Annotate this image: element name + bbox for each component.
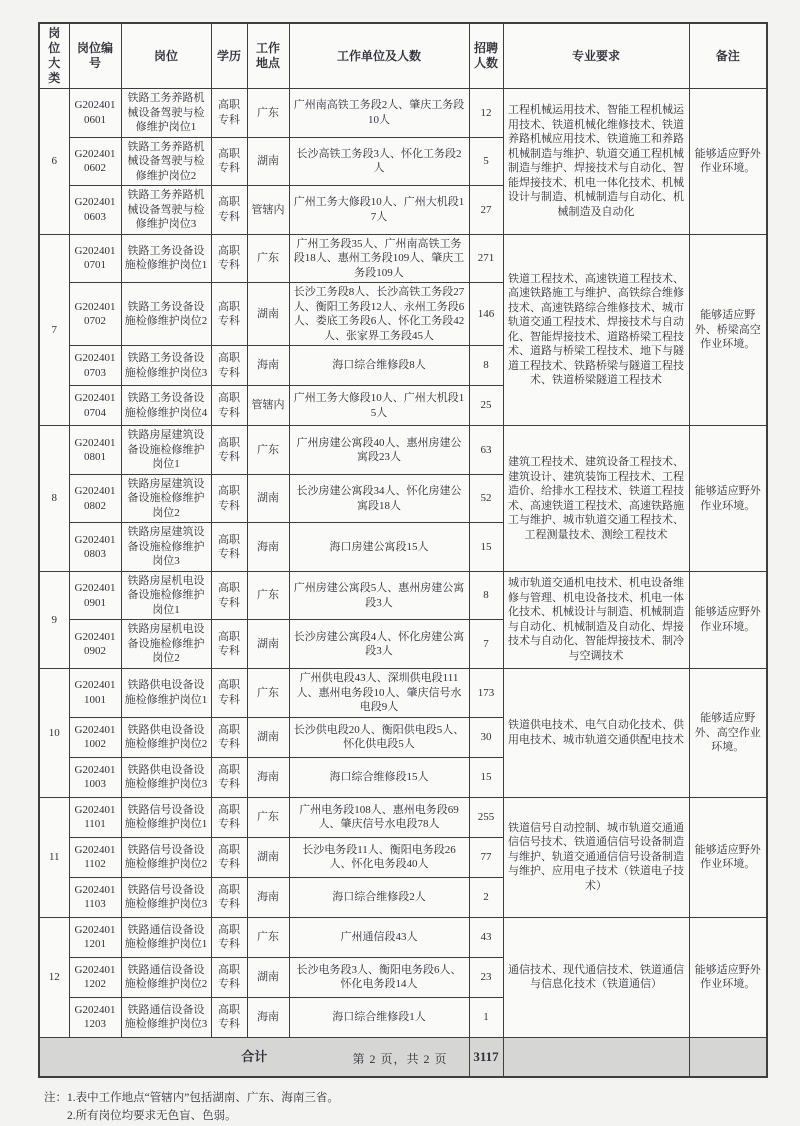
cell-units: 广州南高铁工务段2人、肇庆工务段10人 <box>289 89 469 138</box>
cell-count: 25 <box>469 386 503 426</box>
cell-category: 12 <box>39 917 69 1037</box>
cell-remark: 能够适应野外、高空作业环境。 <box>689 668 767 797</box>
cell-code: G2024010802 <box>69 474 121 523</box>
column-header: 招聘人数 <box>469 23 503 89</box>
column-header: 岗位大类 <box>39 23 69 89</box>
cell-position: 铁路工务设备设施检修维护岗位2 <box>121 283 211 346</box>
cell-education: 高职专科 <box>211 668 247 717</box>
cell-requirements: 工程机械运用技术、智能工程机械运用技术、铁道机械化维修技术、铁道养路机械应用技术、铁道施工和养路机械制造与维护、轨道交通工程机械制造与维护、焊接技术与自动化、智能焊接技术、机电一体化技术、机械设计与制造、机械制造与自动化、机械制造及自动化 <box>503 89 689 235</box>
cell-requirements: 建筑工程技术、建筑设备工程技术、建筑设计、建筑装饰工程技术、工程造价、给排水工程技术、铁道工程技术、高速铁道工程技术、高速铁路施工与维护、城市轨道交通工程技术、工程测量技术、测绘工程技术 <box>503 426 689 572</box>
cell-code: G2024011103 <box>69 877 121 917</box>
cell-code: G2024011001 <box>69 668 121 717</box>
cell-location: 湖南 <box>247 957 289 997</box>
note-line: 1.表中工作地点“管辖内”包括湖南、广东、海南三省。 <box>67 1092 339 1105</box>
cell-count: 1 <box>469 997 503 1037</box>
cell-code: G2024010704 <box>69 386 121 426</box>
cell-count: 30 <box>469 717 503 757</box>
cell-education: 高职专科 <box>211 620 247 669</box>
table-row <box>39 571 767 620</box>
cell-education: 高职专科 <box>211 757 247 797</box>
cell-position: 铁路工务养路机械设备驾驶与检修维护岗位1 <box>121 89 211 138</box>
cell-code: G2024011101 <box>69 797 121 837</box>
cell-count: 23 <box>469 957 503 997</box>
cell-location: 海南 <box>247 523 289 572</box>
table-row <box>39 234 767 283</box>
cell-position: 铁路通信设备设施检修维护岗位3 <box>121 997 211 1037</box>
cell-position: 铁路房屋建筑设备设施检修维护岗位2 <box>121 474 211 523</box>
cell-units: 海口综合维修段8人 <box>289 346 469 386</box>
cell-position: 铁路工务设备设施检修维护岗位1 <box>121 234 211 283</box>
cell-position: 铁路房屋机电设备设施检修维护岗位2 <box>121 620 211 669</box>
note-lines <box>67 1090 339 1126</box>
cell-location: 湖南 <box>247 717 289 757</box>
cell-position: 铁路供电设备设施检修维护岗位1 <box>121 668 211 717</box>
cell-code: G2024010703 <box>69 346 121 386</box>
cell-location: 广东 <box>247 426 289 475</box>
cell-category: 11 <box>39 797 69 917</box>
cell-units: 广州供电段43人、深圳供电段111人、惠州电务段10人、肇庆信号水电段9人 <box>289 668 469 717</box>
cell-position: 铁路通信设备设施检修维护岗位2 <box>121 957 211 997</box>
cell-remark: 能够适应野外作业环境。 <box>689 89 767 235</box>
cell-units: 海口综合维修段15人 <box>289 757 469 797</box>
cell-units: 长沙工务段8人、长沙高铁工务段27人、衡阳工务段12人、永州工务段6人、娄底工务段6人、怀化工务段42人、张家界工务段45人 <box>289 283 469 346</box>
cell-education: 高职专科 <box>211 283 247 346</box>
cell-count: 63 <box>469 426 503 475</box>
cell-code: G2024010702 <box>69 283 121 346</box>
cell-code: G2024010901 <box>69 571 121 620</box>
total-label-cell: 合计 <box>39 1037 469 1077</box>
cell-count: 271 <box>469 234 503 283</box>
cell-education: 高职专科 <box>211 957 247 997</box>
cell-code: G2024011201 <box>69 917 121 957</box>
cell-requirements: 通信技术、现代通信技术、铁道通信与信息化技术（铁道通信） <box>503 917 689 1037</box>
cell-code: G2024011003 <box>69 757 121 797</box>
cell-count: 8 <box>469 346 503 386</box>
cell-position: 铁路通信设备设施检修维护岗位1 <box>121 917 211 957</box>
cell-remark: 能够适应野外、桥梁高空作业环境。 <box>689 234 767 426</box>
column-header: 专业要求 <box>503 23 689 89</box>
cell-units: 广州电务段108人、惠州电务段69人、肇庆信号水电段78人 <box>289 797 469 837</box>
cell-count: 52 <box>469 474 503 523</box>
cell-category: 10 <box>39 668 69 797</box>
page-number: 第 2 页，共 2 页 <box>352 1052 448 1066</box>
cell-units: 广州通信段43人 <box>289 917 469 957</box>
cell-count: 27 <box>469 186 503 235</box>
cell-count: 7 <box>469 620 503 669</box>
table-row <box>39 668 767 717</box>
cell-education: 高职专科 <box>211 346 247 386</box>
cell-location: 海南 <box>247 346 289 386</box>
cell-position: 铁路供电设备设施检修维护岗位3 <box>121 757 211 797</box>
cell-location: 湖南 <box>247 474 289 523</box>
cell-units: 海口房建公寓段15人 <box>289 523 469 572</box>
table-row <box>39 426 767 475</box>
cell-education: 高职专科 <box>211 717 247 757</box>
cell-remark: 能够适应野外作业环境。 <box>689 426 767 572</box>
cell-count: 146 <box>469 283 503 346</box>
cell-units: 长沙高铁工务段3人、怀化工务段2人 <box>289 137 469 186</box>
cell-remark: 能够适应野外作业环境。 <box>689 797 767 917</box>
cell-count: 2 <box>469 877 503 917</box>
cell-count: 5 <box>469 137 503 186</box>
cell-units: 海口综合维修段1人 <box>289 997 469 1037</box>
column-header: 工作地点 <box>247 23 289 89</box>
cell-units: 长沙电务段3人、衡阳电务段6人、怀化电务段14人 <box>289 957 469 997</box>
cell-location: 广东 <box>247 797 289 837</box>
cell-position: 铁路信号设备设施检修维护岗位2 <box>121 837 211 877</box>
cell-education: 高职专科 <box>211 234 247 283</box>
cell-position: 铁路供电设备设施检修维护岗位2 <box>121 717 211 757</box>
cell-location: 广东 <box>247 668 289 717</box>
cell-category: 9 <box>39 571 69 668</box>
cell-position: 铁路信号设备设施检修维护岗位3 <box>121 877 211 917</box>
column-header: 备注 <box>689 23 767 89</box>
table-header <box>39 23 767 89</box>
cell-position: 铁路工务设备设施检修维护岗位3 <box>121 346 211 386</box>
cell-position: 铁路工务养路机械设备驾驶与检修维护岗位3 <box>121 186 211 235</box>
cell-requirements: 城市轨道交通机电技术、机电设备维修与管理、机电设备技术、机电一体化技术、机械设计与制造、机械制造与自动化、机械制造及自动化、焊接技术与自动化、智能焊接技术、制冷与空调技术 <box>503 571 689 668</box>
table-row <box>39 89 767 138</box>
column-header: 学历 <box>211 23 247 89</box>
cell-count: 12 <box>469 89 503 138</box>
cell-units: 广州房建公寓段5人、惠州房建公寓段3人 <box>289 571 469 620</box>
cell-requirements: 铁道工程技术、高速铁道工程技术、高速铁路施工与维护、高铁综合维修技术、高速铁路综合维修技术、城市轨道交通工程技术、焊接技术与自动化、智能焊接技术、道路桥梁工程技术、道路与桥梁工程技术、地下与隧道工程技术、铁路桥梁与隧道工程技术、铁道桥梁隧道工程技术 <box>503 234 689 426</box>
cell-code: G2024011002 <box>69 717 121 757</box>
cell-location: 广东 <box>247 917 289 957</box>
cell-position: 铁路房屋建筑设备设施检修维护岗位3 <box>121 523 211 572</box>
cell-education: 高职专科 <box>211 917 247 957</box>
cell-code: G2024010902 <box>69 620 121 669</box>
cell-category: 8 <box>39 426 69 572</box>
cell-education: 高职专科 <box>211 386 247 426</box>
cell-category: 7 <box>39 234 69 426</box>
cell-count: 43 <box>469 917 503 957</box>
cell-units: 广州工务大修段10人、广州大机段17人 <box>289 186 469 235</box>
cell-code: G2024010603 <box>69 186 121 235</box>
cell-location: 湖南 <box>247 283 289 346</box>
cell-count: 15 <box>469 523 503 572</box>
cell-count: 255 <box>469 797 503 837</box>
cell-education: 高职专科 <box>211 426 247 475</box>
cell-position: 铁路工务养路机械设备驾驶与检修维护岗位2 <box>121 137 211 186</box>
table-row <box>39 917 767 957</box>
cell-count: 8 <box>469 571 503 620</box>
cell-location: 海南 <box>247 877 289 917</box>
cell-requirements: 铁道信号自动控制、城市轨道交通通信信号技术、铁道通信信号设备制造与维护、轨道交通通信信号设备制造与维护、应用电子技术（铁道电子技术） <box>503 797 689 917</box>
column-header: 工作单位及人数 <box>289 23 469 89</box>
cell-code: G2024010602 <box>69 137 121 186</box>
cell-position: 铁路工务设备设施检修维护岗位4 <box>121 386 211 426</box>
cell-units: 广州工务段35人、广州南高铁工务段18人、惠州工务段109人、肇庆工务段109人 <box>289 234 469 283</box>
cell-count: 15 <box>469 757 503 797</box>
cell-education: 高职专科 <box>211 797 247 837</box>
cell-location: 管辖内 <box>247 186 289 235</box>
cell-units: 长沙房建公寓段34人、怀化房建公寓段18人 <box>289 474 469 523</box>
job-positions-table <box>38 22 768 1078</box>
cell-units: 广州房建公寓段40人、惠州房建公寓段23人 <box>289 426 469 475</box>
cell-location: 湖南 <box>247 620 289 669</box>
cell-code: G2024010801 <box>69 426 121 475</box>
column-header: 岗位编号 <box>69 23 121 89</box>
cell-education: 高职专科 <box>211 474 247 523</box>
cell-location: 广东 <box>247 234 289 283</box>
cell-location: 广东 <box>247 571 289 620</box>
cell-requirements: 铁道供电技术、电气自动化技术、供用电技术、城市轨道交通供配电技术 <box>503 668 689 797</box>
cell-education: 高职专科 <box>211 877 247 917</box>
cell-count: 173 <box>469 668 503 717</box>
cell-units: 广州工务大修段10人、广州大机段15人 <box>289 386 469 426</box>
cell-remark: 能够适应野外作业环境。 <box>689 917 767 1037</box>
cell-code: G2024011202 <box>69 957 121 997</box>
cell-units: 长沙供电段20人、衡阳供电段5人、怀化供电段5人 <box>289 717 469 757</box>
cell-education: 高职专科 <box>211 186 247 235</box>
note-line: 2.所有岗位均要求无色盲、色弱。 <box>67 1109 237 1122</box>
cell-code: G2024011102 <box>69 837 121 877</box>
cell-location: 海南 <box>247 997 289 1037</box>
cell-code: G2024010701 <box>69 234 121 283</box>
cell-units: 长沙房建公寓段4人、怀化房建公寓段3人 <box>289 620 469 669</box>
cell-category: 6 <box>39 89 69 235</box>
cell-education: 高职专科 <box>211 997 247 1037</box>
cell-education: 高职专科 <box>211 523 247 572</box>
cell-code: G2024010803 <box>69 523 121 572</box>
cell-position: 铁路房屋建筑设备设施检修维护岗位1 <box>121 426 211 475</box>
column-header: 岗位 <box>121 23 211 89</box>
cell-units: 海口综合维修段2人 <box>289 877 469 917</box>
notes-label: 注： <box>44 1092 67 1105</box>
cell-position: 铁路房屋机电设备设施检修维护岗位1 <box>121 571 211 620</box>
cell-education: 高职专科 <box>211 571 247 620</box>
cell-code: G2024011203 <box>69 997 121 1037</box>
total-count-cell: 3117 <box>469 1037 503 1077</box>
cell-location: 湖南 <box>247 137 289 186</box>
cell-remark: 能够适应野外作业环境。 <box>689 571 767 668</box>
cell-location: 湖南 <box>247 837 289 877</box>
cell-education: 高职专科 <box>211 837 247 877</box>
cell-location: 管辖内 <box>247 386 289 426</box>
cell-education: 高职专科 <box>211 89 247 138</box>
cell-code: G2024010601 <box>69 89 121 138</box>
cell-location: 海南 <box>247 757 289 797</box>
cell-education: 高职专科 <box>211 137 247 186</box>
cell-units: 长沙电务段11人、衡阳电务段26人、怀化电务段40人 <box>289 837 469 877</box>
cell-location: 广东 <box>247 89 289 138</box>
table-row <box>39 797 767 837</box>
cell-position: 铁路信号设备设施检修维护岗位1 <box>121 797 211 837</box>
header-row <box>39 23 767 89</box>
notes <box>44 1090 766 1126</box>
cell-count: 77 <box>469 837 503 877</box>
